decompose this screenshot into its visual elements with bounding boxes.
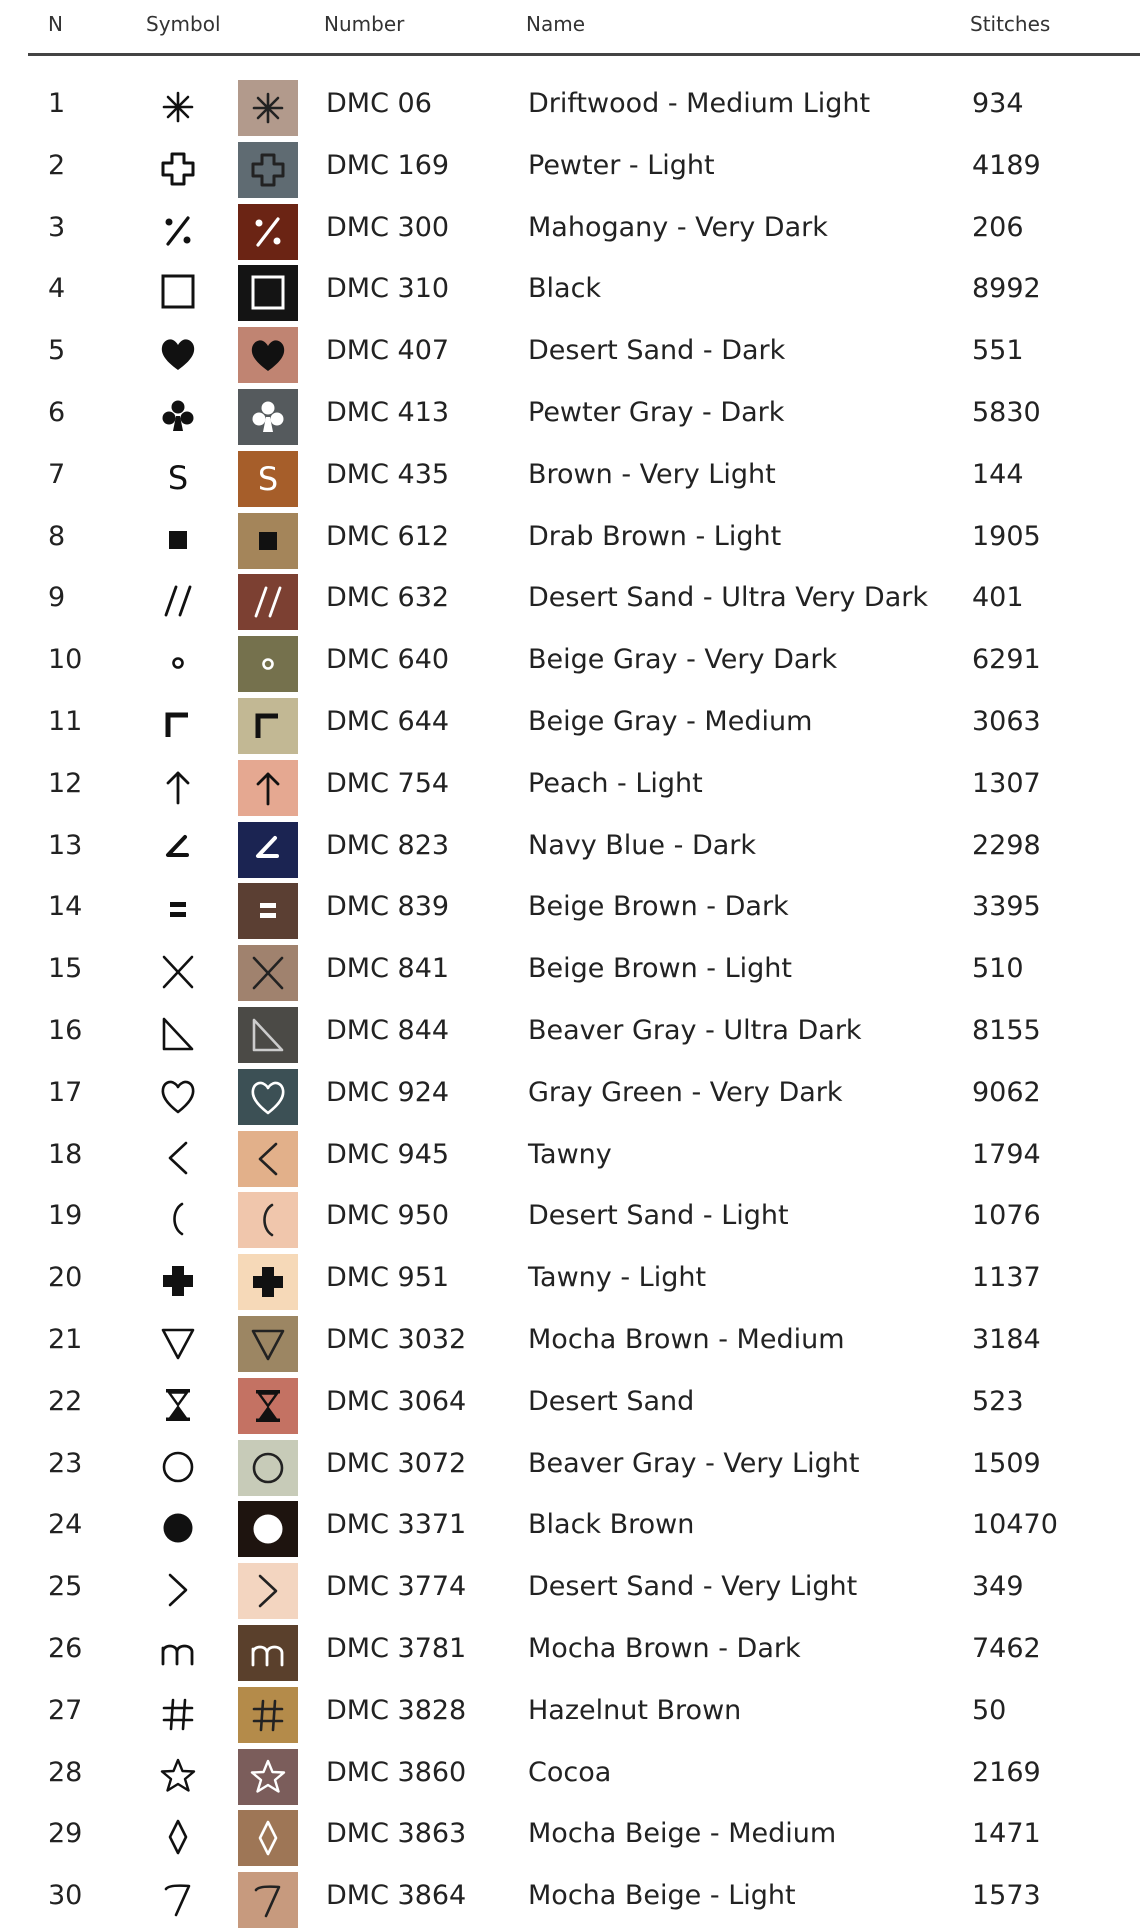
letter-m-icon — [154, 1630, 202, 1674]
thread-name: Pewter - Light — [528, 149, 715, 181]
stitch-count: 1076 — [972, 1200, 1041, 1232]
table-row — [0, 76, 1140, 138]
table-row — [0, 261, 1140, 323]
table-row — [0, 1250, 1140, 1312]
asterisk-icon — [238, 80, 298, 136]
stitch-count: 5830 — [972, 396, 1041, 428]
thread-number: DMC 3781 — [326, 1632, 467, 1664]
color-swatch — [238, 265, 298, 321]
thread-number: DMC 951 — [326, 1262, 450, 1294]
table-row — [0, 756, 1140, 818]
thread-name: Beige Gray - Very Dark — [528, 644, 838, 676]
thread-name: Beaver Gray - Very Light — [528, 1447, 860, 1479]
right-triangle-icon — [238, 1007, 298, 1063]
row-index: 10 — [48, 644, 83, 676]
row-index: 11 — [48, 705, 83, 737]
cross-outline-icon — [238, 142, 298, 198]
thread-name: Beige Brown - Light — [528, 953, 793, 985]
percent-icon — [238, 204, 298, 260]
table-row — [0, 1065, 1140, 1127]
thread-name: Mocha Beige - Medium — [528, 1818, 837, 1850]
color-swatch — [238, 1749, 298, 1805]
seven-icon — [154, 1877, 202, 1921]
thread-number: DMC 407 — [326, 335, 450, 367]
thread-name: Desert Sand - Ultra Very Dark — [528, 582, 928, 614]
table-row — [0, 447, 1140, 509]
row-index: 3 — [48, 211, 66, 243]
svg-text:S: S — [257, 459, 279, 498]
table-row — [0, 1559, 1140, 1621]
x-mark-icon — [154, 950, 202, 994]
corner-icon — [238, 698, 298, 754]
thread-name: Drab Brown - Light — [528, 520, 782, 552]
table-row — [0, 1497, 1140, 1559]
heart-filled-icon — [154, 332, 202, 376]
table-row — [0, 818, 1140, 880]
stitch-count: 1137 — [972, 1262, 1041, 1294]
header-symbol: Symbol — [146, 12, 221, 36]
thread-number: DMC 754 — [326, 767, 450, 799]
table-row — [0, 1745, 1140, 1807]
row-index: 17 — [48, 1076, 83, 1108]
thread-number: DMC 612 — [326, 520, 450, 552]
thread-number: DMC 435 — [326, 458, 450, 490]
equals-icon — [238, 883, 298, 939]
table-header — [0, 0, 1140, 56]
square-outline-icon — [154, 270, 202, 314]
row-index: 14 — [48, 891, 83, 923]
triangle-down-icon — [238, 1316, 298, 1372]
row-index: 21 — [48, 1323, 83, 1355]
hash-icon — [154, 1692, 202, 1736]
square-outline-icon — [238, 265, 298, 321]
stitch-count: 2169 — [972, 1756, 1041, 1788]
stitch-count: 510 — [972, 953, 1024, 985]
table-row — [0, 1374, 1140, 1436]
seven-icon — [238, 1872, 298, 1928]
thread-name: Mocha Beige - Light — [528, 1880, 796, 1912]
table-row — [0, 570, 1140, 632]
row-index: 13 — [48, 829, 83, 861]
heart-outline-icon — [154, 1074, 202, 1118]
triangle-down-icon — [154, 1321, 202, 1365]
stitch-count: 1905 — [972, 520, 1041, 552]
stitch-count: 1509 — [972, 1447, 1041, 1479]
thread-number: DMC 3860 — [326, 1756, 467, 1788]
thread-number: DMC 945 — [326, 1138, 450, 1170]
color-swatch — [238, 945, 298, 1001]
thread-number: DMC 3863 — [326, 1818, 467, 1850]
thread-number: DMC 839 — [326, 891, 450, 923]
row-index: 22 — [48, 1385, 83, 1417]
stitch-count: 50 — [972, 1694, 1007, 1726]
color-swatch — [238, 204, 298, 260]
color-swatch — [238, 698, 298, 754]
stitch-count: 8992 — [972, 273, 1041, 305]
color-swatch — [238, 1563, 298, 1619]
thread-number: DMC 841 — [326, 953, 450, 985]
color-swatch — [238, 327, 298, 383]
row-index: 27 — [48, 1694, 83, 1726]
letter-m-icon — [238, 1625, 298, 1681]
thread-name: Beige Brown - Dark — [528, 891, 789, 923]
thread-number: DMC 3072 — [326, 1447, 467, 1479]
row-index: 20 — [48, 1262, 83, 1294]
thread-name: Beaver Gray - Ultra Dark — [528, 1014, 862, 1046]
header-n: N — [48, 12, 63, 36]
color-swatch — [238, 389, 298, 445]
thread-name: Black — [528, 273, 602, 305]
thread-number: DMC 413 — [326, 396, 450, 428]
chevron-left-icon — [154, 1136, 202, 1180]
corner-icon — [154, 703, 202, 747]
chevron-right-icon — [154, 1568, 202, 1612]
circle-filled-icon — [238, 1501, 298, 1557]
thread-number: DMC 3032 — [326, 1323, 467, 1355]
thread-number: DMC 3064 — [326, 1385, 467, 1417]
stitch-count: 1794 — [972, 1138, 1041, 1170]
table-row — [0, 632, 1140, 694]
thread-number: DMC 640 — [326, 644, 450, 676]
row-index: 24 — [48, 1509, 83, 1541]
row-index: 1 — [48, 88, 66, 119]
color-swatch — [238, 1192, 298, 1248]
color-swatch — [238, 760, 298, 816]
table-row — [0, 1683, 1140, 1745]
chevron-right-icon — [238, 1563, 298, 1619]
table-row — [0, 879, 1140, 941]
heart-outline-icon — [238, 1069, 298, 1125]
row-index: 29 — [48, 1818, 83, 1850]
angle-icon — [154, 827, 202, 871]
stitch-count: 4189 — [972, 149, 1041, 181]
thread-number: DMC 3828 — [326, 1694, 467, 1726]
thread-name: Mocha Brown - Dark — [528, 1632, 801, 1664]
thread-number: DMC 3774 — [326, 1571, 467, 1603]
color-swatch — [238, 1687, 298, 1743]
row-index: 28 — [48, 1756, 83, 1788]
color-swatch — [238, 513, 298, 569]
club-icon — [238, 389, 298, 445]
thread-name: Tawny - Light — [528, 1262, 707, 1294]
stitch-count: 523 — [972, 1385, 1024, 1417]
thread-number: DMC 310 — [326, 273, 450, 305]
row-index: 5 — [48, 335, 66, 367]
arrow-up-icon — [238, 760, 298, 816]
stitch-count: 2298 — [972, 829, 1041, 861]
circle-outline-icon — [238, 1440, 298, 1496]
row-index: 7 — [48, 458, 66, 490]
stitch-count: 401 — [972, 582, 1024, 614]
thread-name: Desert Sand - Dark — [528, 335, 786, 367]
row-index: 15 — [48, 953, 83, 985]
arrow-up-icon — [154, 765, 202, 809]
thread-number: DMC 950 — [326, 1200, 450, 1232]
thread-name: Cocoa — [528, 1756, 612, 1788]
thread-name: Beige Gray - Medium — [528, 705, 813, 737]
right-triangle-icon — [154, 1012, 202, 1056]
row-index: 12 — [48, 767, 83, 799]
letter-s-icon — [238, 451, 298, 507]
color-swatch — [238, 1069, 298, 1125]
header-stitches: Stitches — [970, 12, 1051, 36]
row-index: 8 — [48, 520, 66, 552]
thread-name: Desert Sand — [528, 1385, 695, 1417]
circle-small-icon — [154, 641, 202, 685]
row-index: 2 — [48, 149, 66, 181]
stitch-count: 144 — [972, 458, 1024, 490]
circle-small-icon — [238, 636, 298, 692]
paren-icon — [154, 1197, 202, 1241]
cross-filled-icon — [154, 1259, 202, 1303]
double-slash-icon — [154, 579, 202, 623]
paren-icon — [238, 1192, 298, 1248]
color-swatch — [238, 636, 298, 692]
square-small-filled-icon — [238, 513, 298, 569]
stitch-count: 934 — [972, 88, 1024, 119]
color-swatch — [238, 80, 298, 136]
thread-number: DMC 644 — [326, 705, 450, 737]
color-swatch — [238, 1254, 298, 1310]
asterisk-icon — [154, 85, 202, 129]
cross-outline-icon — [154, 147, 202, 191]
color-swatch — [238, 1131, 298, 1187]
stitch-count: 8155 — [972, 1014, 1041, 1046]
color-swatch — [238, 883, 298, 939]
row-index: 26 — [48, 1632, 83, 1664]
stitch-count: 7462 — [972, 1632, 1041, 1664]
stitch-count: 1471 — [972, 1818, 1041, 1850]
table-row — [0, 941, 1140, 1003]
thread-name: Mahogany - Very Dark — [528, 211, 828, 243]
stitch-count: 9062 — [972, 1076, 1041, 1108]
table-row — [0, 1312, 1140, 1374]
row-index: 4 — [48, 273, 66, 305]
thread-name: Peach - Light — [528, 767, 703, 799]
color-swatch — [238, 822, 298, 878]
double-slash-icon — [238, 574, 298, 630]
row-index: 25 — [48, 1571, 83, 1603]
circle-outline-icon — [154, 1445, 202, 1489]
color-swatch — [238, 574, 298, 630]
table-row — [0, 1188, 1140, 1250]
square-small-filled-icon — [154, 518, 202, 562]
letter-s-icon — [154, 456, 202, 500]
row-index: 16 — [48, 1014, 83, 1046]
color-swatch — [238, 1378, 298, 1434]
color-swatch — [238, 1810, 298, 1866]
thread-number: DMC 06 — [326, 88, 432, 119]
circle-filled-icon — [154, 1506, 202, 1550]
diamond-outline-icon — [154, 1815, 202, 1859]
stitch-count: 3063 — [972, 705, 1041, 737]
table-row — [0, 694, 1140, 756]
thread-name: Gray Green - Very Dark — [528, 1076, 843, 1108]
angle-icon — [238, 822, 298, 878]
cross-filled-icon — [238, 1254, 298, 1310]
thread-number: DMC 300 — [326, 211, 450, 243]
stitch-count: 1573 — [972, 1880, 1041, 1912]
star-outline-icon — [238, 1749, 298, 1805]
thread-name: Desert Sand - Light — [528, 1200, 789, 1232]
thread-name: Driftwood - Medium Light — [528, 88, 871, 119]
thread-name: Tawny — [528, 1138, 612, 1170]
thread-number: DMC 632 — [326, 582, 450, 614]
percent-icon — [154, 209, 202, 253]
row-index: 9 — [48, 582, 66, 614]
thread-table — [0, 76, 1140, 1930]
table-row — [0, 1868, 1140, 1930]
thread-number: DMC 3864 — [326, 1880, 467, 1912]
color-swatch — [238, 1872, 298, 1928]
color-swatch — [238, 1625, 298, 1681]
row-index: 23 — [48, 1447, 83, 1479]
hourglass-icon — [238, 1378, 298, 1434]
row-index: 18 — [48, 1138, 83, 1170]
header-divider — [28, 53, 1140, 56]
thread-number: DMC 3371 — [326, 1509, 467, 1541]
color-swatch — [238, 1007, 298, 1063]
color-swatch — [238, 1501, 298, 1557]
hourglass-icon — [154, 1383, 202, 1427]
hash-icon — [238, 1687, 298, 1743]
heart-filled-icon — [238, 327, 298, 383]
x-mark-icon — [238, 945, 298, 1001]
table-row — [0, 385, 1140, 447]
thread-name: Navy Blue - Dark — [528, 829, 757, 861]
table-row — [0, 138, 1140, 200]
diamond-outline-icon — [238, 1810, 298, 1866]
stitch-count: 206 — [972, 211, 1024, 243]
thread-name: Pewter Gray - Dark — [528, 396, 785, 428]
thread-number: DMC 844 — [326, 1014, 450, 1046]
thread-number: DMC 924 — [326, 1076, 450, 1108]
row-index: 6 — [48, 396, 66, 428]
stitch-count: 349 — [972, 1571, 1024, 1603]
color-swatch — [238, 1316, 298, 1372]
table-row — [0, 1003, 1140, 1065]
thread-name: Black Brown — [528, 1509, 695, 1541]
row-index: 19 — [48, 1200, 83, 1232]
table-row — [0, 509, 1140, 571]
thread-name: Brown - Very Light — [528, 458, 776, 490]
header-name: Name — [526, 12, 586, 36]
club-icon — [154, 394, 202, 438]
color-swatch — [238, 142, 298, 198]
thread-name: Desert Sand - Very Light — [528, 1571, 858, 1603]
stitch-count: 3184 — [972, 1323, 1041, 1355]
table-row — [0, 1621, 1140, 1683]
thread-number: DMC 169 — [326, 149, 450, 181]
header-number: Number — [324, 12, 405, 36]
table-row — [0, 200, 1140, 262]
table-row — [0, 323, 1140, 385]
stitch-count: 1307 — [972, 767, 1041, 799]
star-outline-icon — [154, 1754, 202, 1798]
table-row — [0, 1127, 1140, 1189]
table-row — [0, 1806, 1140, 1868]
stitch-count: 3395 — [972, 891, 1041, 923]
equals-icon — [154, 888, 202, 932]
stitch-count: 6291 — [972, 644, 1041, 676]
svg-text:S: S — [167, 458, 189, 497]
thread-name: Hazelnut Brown — [528, 1694, 742, 1726]
chevron-left-icon — [238, 1131, 298, 1187]
stitch-count: 551 — [972, 335, 1024, 367]
thread-name: Mocha Brown - Medium — [528, 1323, 845, 1355]
color-swatch — [238, 451, 298, 507]
stitch-count: 10470 — [972, 1509, 1058, 1541]
color-swatch — [238, 1440, 298, 1496]
table-row — [0, 1436, 1140, 1498]
thread-number: DMC 823 — [326, 829, 450, 861]
row-index: 30 — [48, 1880, 83, 1912]
